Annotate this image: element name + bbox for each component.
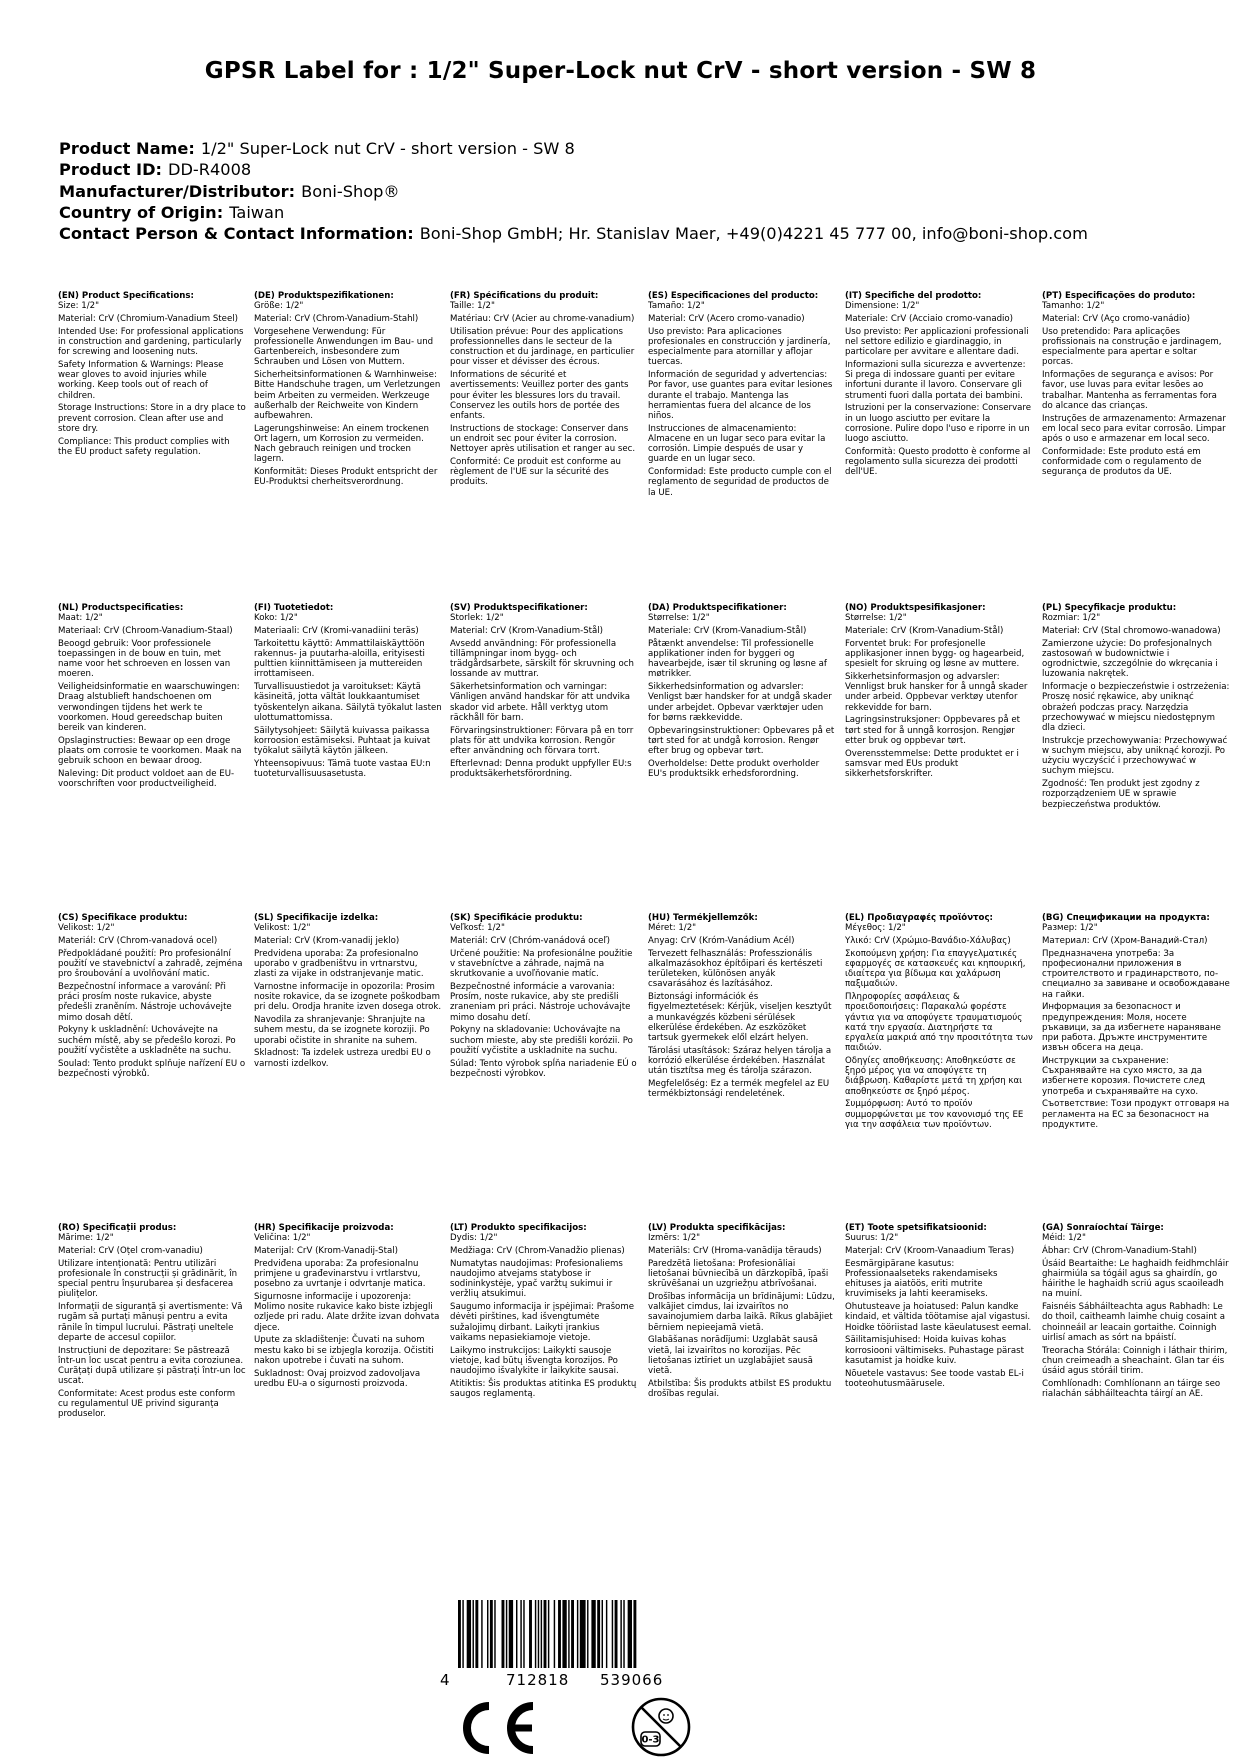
spec-paragraph: Conformité: Ce produit est conforme au règlement de l'UE sur la sécurité des produits. xyxy=(450,457,621,488)
spec-paragraph: Úsáid Beartaithe: Le haghaidh feidhmchláir ghairmiúla sa tógáil agus sa ghairdín, go háirithe le haghaidh scriú agus scaoileadh na muiní. xyxy=(1042,1258,1229,1300)
barcode-lead-digit: 4 xyxy=(440,1671,450,1689)
spec-paragraph: Sicherheitsinformationen & Warnhinweise: Bitte Handschuhe tragen, um Verletzungen beim Arbeiten zu vermeiden. Werkzeuge außerhalb der Reichweite von Kindern aufbewahren. xyxy=(254,370,441,422)
barcode-group-1: 712818 xyxy=(506,1671,570,1689)
spec-size: Storlek: 1/2" xyxy=(450,613,504,624)
barcode-bar xyxy=(562,1600,566,1668)
manufacturer-row xyxy=(59,181,1209,202)
spec-paragraph: Sikkerhetsinformasjon og advarsler: Vennligst bruk hansker for å unngå skader under arbeid. Oppbevar verktøy utenfor rekkevidde for barn. xyxy=(845,672,1028,713)
spec-paragraph: Predviđena uporaba: Za profesionalnu primjene u građevinarstvu i vrtlarstvu, posebno za uvrtanje i odvrtanje matica. xyxy=(254,1258,426,1290)
spec-paragraph: Предназначена употреба: За професионални приложения в строителството и градинарството, по-специално за завиване и освобождаване на гайки. xyxy=(1042,948,1230,1000)
barcode-bar xyxy=(554,1600,555,1668)
spec-paragraph: Compliance: This product complies with the EU product safety regulation. xyxy=(58,436,230,457)
spec-paragraph: Eesmärgipärane kasutus: Professionaalseteks rakendamiseks ehituses ja aiatöös, eriti mutrite kruvimiseks ja lahti keeramiseks. xyxy=(845,1258,998,1300)
barcode-bar xyxy=(490,1600,493,1668)
spec-heading: (GA) Sonraíochtaí Táirge: xyxy=(1042,1223,1164,1233)
spec-paragraph: Material: CrV (Krom-vanadij jeklo) xyxy=(254,936,400,946)
spec-paragraph: Nõuetele vastavus: See toode vastab EL-i tooteohutusmäärusele. xyxy=(845,1368,1024,1389)
spec-paragraph: Faisnéis Sábháilteachta agus Rabhadh: Le do thoil, caitheamh laimhe chuig cosaint a choinneáil ar leacain gortaithe. Coinnigh uirlisí amach as sórt na bpáistí. xyxy=(1042,1302,1226,1343)
contact-row xyxy=(59,223,1209,244)
spec-size: Rozmiar: 1/2" xyxy=(1042,613,1101,624)
country-value: Taiwan xyxy=(229,202,285,222)
barcode-bar xyxy=(535,1600,536,1668)
spec-paragraph: Material: CrV (Chromium-Vanadium Steel) xyxy=(58,314,238,324)
spec-paragraph: Lagringsinstruksjoner: Oppbevares på et tørt sted for å unngå korrosjon. Rengjør etter bruk og oppbevar tørt. xyxy=(845,715,1021,746)
barcode-bar xyxy=(502,1600,505,1668)
spec-paragraph: Materiaali: CrV (Kromi-vanadiini teräs) xyxy=(254,626,419,636)
spec-heading: (BG) Спецификации на продукта: xyxy=(1042,913,1210,923)
country-label: Country of Origin: xyxy=(59,202,224,222)
spec-paragraph: Bezpečnostné informácie a varovania: Prosím, noste rukavice, aby ste predišli zraneniam pri práci. Nástroje uchovávajte mimo dosahu detí. xyxy=(450,982,631,1023)
spec-paragraph: Conformità: Questo prodotto è conforme al regolamento sulla sicurezza dei prodotti dell'UE. xyxy=(845,446,1031,478)
spec-heading: (DE) Produktspezifikationen: xyxy=(254,291,394,301)
barcode-bar xyxy=(462,1600,463,1668)
spec-paragraph: Informações de segurança e avisos: Por favor, use luvas para evitar lesões ao trabalhar. Mantenha as ferramentas fora do alcance das crianças. xyxy=(1042,370,1217,411)
barcode-bar xyxy=(628,1600,632,1668)
spec-paragraph: Navodila za shranjevanje: Shranjujte na suhem mestu, da se izognete koroziji. Po uporabi očistite in shranite na suhem. xyxy=(254,1015,430,1046)
barcode-bar xyxy=(548,1600,549,1668)
spec-block xyxy=(845,603,1033,909)
spec-paragraph: Utilisation prévue: Pour des applications professionnelles dans le secteur de la construction et du jardinage, en particulier pour visser et dévisser des écrous. xyxy=(450,326,635,368)
spec-paragraph: Předpokládané použití: Pro profesionální použití ve stavebnictví a zahradě, zejména pro šroubování a uvolňování matic. xyxy=(58,948,243,980)
spec-paragraph: Medžiaga: CrV (Chrom-Vanadžio plienas) xyxy=(450,1246,625,1256)
spec-paragraph: Glabāšanas norādījumi: Uzglabāt sausā vietā, lai izvairītos no korozijas. Pēc lietošanas iztīriet un uzglabājiet sausā vietā. xyxy=(648,1335,818,1377)
spec-block xyxy=(845,291,1033,597)
spec-paragraph: Yhteensopivuus: Tämä tuote vastaa EU:n tuoteturvallisuusasetusta. xyxy=(254,758,431,780)
spec-block xyxy=(58,603,246,909)
spec-paragraph: Biztonsági információk és figyelmeztetések: Kérjük, viseljen kesztyűt a munkavégzés közbeni sérülések elkerülése érdekében. Az eszközöket tartsuk gyermekek elől elzárt helyen. xyxy=(648,992,832,1044)
spec-paragraph: Saugumo informacija ir įspėjimai: Prašome dėvėti pirštines, kad išvengtumėte sužalojimų dirbant. Laikyti įrankius vaikams nepasiekiamoje vietoje. xyxy=(450,1302,634,1343)
spec-paragraph: Instrucțiuni de depozitare: Se păstrează într-un loc uscat pentru a evita coroziunea. Curățați după utilizare și păstrați într-un loc uscat. xyxy=(58,1345,246,1387)
spec-block xyxy=(450,913,638,1219)
barcode-digits xyxy=(440,1671,710,1689)
spec-paragraph: Tervezett felhasználás: Professzionális alkalmazásokhoz építőipari és kertészeti területeken, különösen anyák csavarásához és lazításához. xyxy=(648,948,823,990)
spec-paragraph: Varnostne informacije in opozorila: Prosim nosite rokavice, da se izognete poškodbam pri delu. Orodja hranite izven dosega otrok. xyxy=(254,982,442,1013)
spec-size: Veličina: 1/2" xyxy=(254,1233,311,1244)
barcode-bar xyxy=(509,1600,513,1668)
barcode-bar xyxy=(506,1600,507,1668)
barcode-bar xyxy=(587,1600,588,1668)
spec-paragraph: Информация за безопасност и предупреждения: Моля, носете ръкавици, за да избегнете нараняване при работа. Дръжте инструментите извън обсега на деца. xyxy=(1042,1002,1221,1054)
spec-block xyxy=(845,913,1033,1219)
spec-block xyxy=(648,291,836,597)
product-id-value: DD-R4008 xyxy=(167,160,252,180)
spec-paragraph: Predvidena uporaba: Za profesionalno uporabo v gradbeništvu in vrtnarstvu, zlasti za vijake in odstranjevanje matic. xyxy=(254,948,424,980)
spec-paragraph: Materiál: CrV (Chrom-vanadová ocel) xyxy=(58,936,218,946)
spec-heading: (HR) Specifikacije proizvoda: xyxy=(254,1223,394,1233)
spec-heading: (NL) Productspecificaties: xyxy=(58,603,184,613)
spec-paragraph: Turvallisuustiedot ja varoitukset: Käytä käsineitä, jotta vältät loukkaantumiset työskentelyn aikana. Säilytä työkalut lasten ulottumattomissa. xyxy=(254,682,442,723)
spec-paragraph: Material: CrV (Acero cromo-vanadio) xyxy=(648,314,805,324)
spec-paragraph: Určené použitie: Na profesionálne použitie v stavebníctve a záhrade, najmä na skrutkovanie a uvoľňovanie matíc. xyxy=(450,948,633,980)
spec-paragraph: Pokyny na skladovanie: Uchovávajte na suchom mieste, aby ste predišli korózii. Po použití vyčistite a uskladnite na suchu. xyxy=(450,1025,633,1056)
product-name-row xyxy=(59,138,1209,159)
not-for-children-0-3-icon xyxy=(630,1696,692,1758)
spec-size: Tamanho: 1/2" xyxy=(1042,301,1105,312)
spec-block xyxy=(1042,603,1230,909)
barcode-bar xyxy=(467,1600,471,1668)
spec-size: Méid: 1/2" xyxy=(1042,1233,1086,1244)
spec-size: Izmērs: 1/2" xyxy=(648,1233,701,1244)
spec-paragraph: Instructions de stockage: Conserver dans un endroit sec pour éviter la corrosion. Nettoyer après utilisation et ranger au sec. xyxy=(450,423,636,455)
spec-heading: (ES) Especificaciones del producto: xyxy=(648,291,819,301)
spec-paragraph: Avsedd användning: För professionella tillämpningar inom bygg- och trädgårdsarbete, särskilt för skruvning och lossande av muttrar. xyxy=(450,638,634,680)
spec-heading: (SL) Specifikacije izdelka: xyxy=(254,913,379,923)
contact-label: Contact Person & Contact Information: xyxy=(59,224,414,244)
spec-paragraph: Bezpečnostní informace a varování: Při práci prosím noste rukavice, abyste předešli zraněním. Nástroje uchovávejte mimo dosah dětí. xyxy=(58,982,232,1023)
spec-paragraph: Utilizare intenționată: Pentru utilizări profesionale în construcții și grădinărit, în special pentru înșurubarea și desfacerea piulițelor. xyxy=(58,1258,238,1300)
spec-block xyxy=(254,603,442,909)
spec-heading: (IT) Specifiche del prodotto: xyxy=(845,291,982,301)
spec-paragraph: Ábhar: CrV (Chrom-Vanadium-Stahl) xyxy=(1042,1246,1197,1256)
barcode-bar xyxy=(571,1600,574,1668)
spec-paragraph: Instrucciones de almacenamiento: Almacene en un lugar seco para evitar la corrosión. Limpie después de usar y guarde en un lugar seco. xyxy=(648,423,826,465)
spec-paragraph: Treoracha Stórála: Coinnigh i láthair thirim, chun creimeadh a sheachaint. Glan tar éis úsáid agus stóráil tirim. xyxy=(1042,1345,1228,1377)
spec-block xyxy=(1042,1223,1230,1529)
product-name-value: 1/2" Super-Lock nut CrV - short version - SW 8 xyxy=(200,139,575,158)
spec-heading: (RO) Specificații produs: xyxy=(58,1223,177,1233)
spec-paragraph: Инструкции за съхранение: Съхранявайте на сухо място, за да избегнете корозия. Почистете след употреба и съхранявайте на сухо. xyxy=(1042,1056,1206,1097)
spec-block xyxy=(450,603,638,909)
spec-paragraph: Atitiktis: Šis produktas atitinka ES produktų saugos reglamentą. xyxy=(450,1378,637,1400)
spec-paragraph: Instruções de armazenamento: Armazenar em local seco para evitar corrosão. Limpar após o uso e armazenar em local seco. xyxy=(1042,413,1226,445)
spec-paragraph: Instrukcje przechowywania: Przechowywać w suchym miejscu, aby uniknąć korozji. Po użyciu wyczyścić i przechowywać w suchym miejscu. xyxy=(1042,735,1228,777)
spec-heading: (SV) Produktspecifikationer: xyxy=(450,603,588,613)
spec-paragraph: Informații de siguranță și avertismente: Vă rugăm să purtați mănuși pentru a evita rănile în timpul lucrului. Păstrați uneltele departe de accesul copiilor. xyxy=(58,1302,243,1343)
spec-block xyxy=(254,1223,442,1529)
page-title: GPSR Label for : 1/2" Super-Lock nut CrV - short version - SW 8 xyxy=(204,58,1037,84)
spec-paragraph: Съответствие: Този продукт отговаря на регламента на ЕС за безопасност на продуктите. xyxy=(1042,1099,1230,1130)
spec-paragraph: Σκοπούμενη χρήση: Για επαγγελματικές εφαρμογές σε κατασκευές και κηπουρική, ιδιαίτερα για βίδωμα και χαλάρωση παξιμαδιών. xyxy=(845,948,1026,990)
spec-paragraph: Atbilstība: Šis produkts atbilst ES produktu drošības regulai. xyxy=(648,1378,832,1400)
spec-paragraph: Paredzētā lietošana: Profesionāliai lietošanai būvniecībā un dārzkopībā, īpaši skrūvēšanai un uzgriežņu atbrīvošanai. xyxy=(648,1258,829,1290)
barcode-bar xyxy=(473,1600,474,1668)
spec-paragraph: Opbevaringsinstruktioner: Opbevares på et tørt sted for at undgå korrosion. Rengør efter brug og opbevar tørt. xyxy=(648,725,835,757)
spec-paragraph: Materiál: CrV (Chróm-vanádová oceľ) xyxy=(450,936,611,946)
spec-size: Størrelse: 1/2" xyxy=(648,613,710,624)
barcode-bar xyxy=(568,1600,569,1668)
spec-paragraph: Overholdelse: Dette produkt overholder EU's produktsikk erhedsforordning. xyxy=(648,758,820,780)
spec-paragraph: Conformidade: Este produto está em conformidade com o regulamento de segurança de produtos da UE. xyxy=(1042,446,1202,478)
spec-block xyxy=(648,603,836,909)
spec-paragraph: Informacje o bezpieczeństwie i ostrzeżenia: Proszę nosić rękawice, aby uniknąć obrażeń podczas pracy. Narzędzia przechowywać w miejscu niedostępnym dla dzieci. xyxy=(1042,682,1230,734)
spec-paragraph: Material: CrV (Oțel crom-vanadiu) xyxy=(58,1246,203,1256)
spec-paragraph: Sikkerhedsinformation og advarsler: Venligst bær handsker for at undgå skader under arbejdet. Opbevar værktøjer uden for børns rækkevidde. xyxy=(648,682,832,723)
spec-size: Tamaño: 1/2" xyxy=(648,301,705,312)
barcode-bar xyxy=(544,1600,547,1668)
barcode-bar xyxy=(577,1600,578,1668)
spec-block xyxy=(450,291,638,597)
spec-size: Dimensione: 1/2" xyxy=(845,301,920,312)
spec-size: Méret: 1/2" xyxy=(648,923,697,934)
barcode-bar xyxy=(529,1600,532,1668)
spec-heading: (LV) Produkta specifikācijas: xyxy=(648,1223,786,1233)
spec-paragraph: Istruzioni per la conservazione: Conservare in un luogo asciutto per evitare la corrosione. Pulire dopo l'uso e riporre in un luogo asciutto. xyxy=(845,403,1032,445)
spec-paragraph: Lagerungshinweise: An einem trockenen Ort lagern, um Korrosion zu vermeiden. Nach gebrauch reinigen und trocken lagern. xyxy=(254,423,429,465)
spec-paragraph: Uso previsto: Para aplicaciones profesionales en construcción y jardinería, especialmente para atornillar y aflojar tuercas. xyxy=(648,326,831,368)
spec-heading: (DA) Produktspecifikationer: xyxy=(648,603,787,613)
spec-size: Mărime: 1/2" xyxy=(58,1233,114,1244)
country-row xyxy=(59,202,1209,223)
spec-paragraph: Comhlíonadh: Comhlíonann an táirge seo rialachán sábháilteachta táirgí an AE. xyxy=(1042,1378,1221,1400)
language-spec-grid xyxy=(58,291,1233,1541)
spec-paragraph: Konformität: Dieses Produkt entspricht der EU-Produktsi cherheitsverordnung. xyxy=(254,467,438,488)
spec-paragraph: Drošības informācija un brīdinājumi: Lūdzu, valkājiet cimdus, lai izvairītos no savainojumiem darba laikā. Rīkus glabājiet bērniem nepieejamā vietā. xyxy=(648,1292,835,1333)
product-id-row xyxy=(59,159,1209,180)
spec-heading: (EL) Προδιαγραφές προϊόντος: xyxy=(845,913,993,923)
spec-size: Velikost: 1/2" xyxy=(58,923,115,934)
barcode-bar xyxy=(481,1600,482,1668)
spec-size: Størrelse: 1/2" xyxy=(845,613,907,624)
spec-heading: (PT) Especificações do produto: xyxy=(1042,291,1196,301)
manufacturer-label: Manufacturer/Distributor: xyxy=(59,181,296,201)
barcode-bar xyxy=(516,1600,517,1668)
spec-paragraph: Materiale: CrV (Acciaio cromo-vanadio) xyxy=(845,314,1014,324)
spec-paragraph: Uso previsto: Per applicazioni professionali nel settore edilizio e giardinaggio, in particolare per avvitare e allentare dadi. xyxy=(845,326,1029,358)
spec-block xyxy=(845,1223,1033,1529)
spec-block xyxy=(648,1223,836,1529)
product-info xyxy=(59,138,1209,244)
spec-heading: (LT) Produkto specifikacijos: xyxy=(450,1223,587,1233)
spec-paragraph: Información de seguridad y advertencias: Por favor, use guantes para evitar lesiones durante el trabajo. Mantenga las herramientas fuera del alcance de los niños. xyxy=(648,370,833,422)
spec-block xyxy=(254,913,442,1219)
spec-paragraph: Materiaal: CrV (Chroom-Vanadium-Staal) xyxy=(58,626,233,636)
spec-heading: (PL) Specyfikacje produktu: xyxy=(1042,603,1177,613)
spec-paragraph: Material: CrV (Chrom-Vanadium-Stahl) xyxy=(254,314,419,324)
spec-size: Dydis: 1/2" xyxy=(450,1233,498,1244)
spec-paragraph: Материал: CrV (Хром-Ванадий-Стал) xyxy=(1042,936,1208,946)
spec-paragraph: Overensstemmelse: Dette produktet er i samsvar med EUs produkt sikkerhetsforskrifter. xyxy=(845,748,1019,780)
spec-paragraph: Material: CrV (Aço cromo-vanádio) xyxy=(1042,314,1190,324)
product-id-label: Product ID: xyxy=(59,160,162,180)
spec-size: Koko: 1/2" xyxy=(254,613,298,624)
barcode-bar xyxy=(523,1600,524,1668)
spec-size: Size: 1/2" xyxy=(58,301,100,312)
barcode-bar xyxy=(612,1600,613,1668)
spec-size: Μέγεθος: 1/2" xyxy=(845,923,906,934)
spec-block xyxy=(1042,913,1230,1219)
product-name-label: Product Name: xyxy=(59,139,195,158)
spec-block xyxy=(58,1223,246,1529)
spec-heading: (NO) Produktspesifikasjoner: xyxy=(845,603,986,613)
spec-paragraph: Efterlevnad: Denna produkt uppfyller EU:s produktsäkerhetsförordning. xyxy=(450,758,632,780)
barcode-group-2: 539066 xyxy=(600,1671,664,1689)
spec-paragraph: Pokyny k uskladnění: Uchovávejte na suchém místě, aby se předešlo korozi. Po použití vyčistěte a uskladněte na suchu. xyxy=(58,1025,236,1056)
barcode-bar xyxy=(520,1600,521,1668)
spec-paragraph: Naleving: Dit product voldoet aan de EU-voorschriften voor productveiligheid. xyxy=(58,769,235,790)
barcode-bar xyxy=(494,1600,495,1668)
barcode-bar xyxy=(475,1600,478,1668)
spec-paragraph: Veiligheidsinformatie en waarschuwingen: Draag alstublieft handschoenen om verwondingen tijdens het werk te voorkomen. Houd gereedschap buiten bereik van kinderen. xyxy=(58,682,240,734)
spec-paragraph: Megfelelőség: Ez a termék megfelel az EU termékbiztonsági rendeletének. xyxy=(648,1079,830,1100)
spec-paragraph: Materjal: CrV (Kroom-Vanaadium Teras) xyxy=(845,1246,1015,1256)
spec-paragraph: Vorgesehene Verwendung: Für professionelle Anwendungen im Bau- und Gartenbereich, insbesondere zum Schrauben und Lösen von Muttern. xyxy=(254,326,434,368)
barcode-bar xyxy=(487,1600,488,1668)
spec-paragraph: Zgodność: Ten produkt jest zgodny z rozporządzeniem UE w sprawie bezpieczeństwa produktów. xyxy=(1042,779,1200,810)
manufacturer-value: Boni-Shop® xyxy=(301,181,400,201)
spec-size: Velikost: 1/2" xyxy=(254,923,311,934)
spec-block xyxy=(648,913,836,1219)
spec-paragraph: Materijal: CrV (Krom-Vanadij-Stal) xyxy=(254,1246,398,1256)
spec-paragraph: Intended Use: For professional applications in construction and gardening, particularly for screwing and loosening nuts. xyxy=(58,326,244,358)
spec-paragraph: Storage Instructions: Store in a dry place to prevent corrosion. Clean after use and store dry. xyxy=(58,403,246,434)
spec-paragraph: Matériau: CrV (Acier au chrome-vanadium) xyxy=(450,314,635,324)
spec-paragraph: Laikymo instrukcijos: Laikykti sausoje vietoje, kad būtų išvengta korozijos. Po naudojimo išvalykite ir laikykite sausai. xyxy=(450,1345,619,1377)
spec-paragraph: Materiale: CrV (Krom-Vanadium-Stål) xyxy=(648,626,807,636)
spec-paragraph: Materiāls: CrV (Hroma-vanādija tērauds) xyxy=(648,1246,822,1256)
spec-paragraph: Säilitamisjuhised: Hoida kuivas kohas korrosiooni vältimiseks. Puhastage pärast kasutamist ja hoidke kuiv. xyxy=(845,1335,1024,1366)
barcode-bar xyxy=(541,1600,542,1668)
spec-paragraph: Υλικό: CrV (Χρώμιο-Βανάδιο-Χάλυβας) xyxy=(845,936,1011,946)
spec-paragraph: Påtænkt anvendelse: Til professionelle applikationer inden for byggeri og havearbejde, især til skruning og løsne af møtrikker. xyxy=(648,638,827,680)
barcode-bar xyxy=(597,1600,600,1668)
spec-heading: (EN) Product Specifications: xyxy=(58,291,194,301)
spec-size: Taille: 1/2" xyxy=(450,301,495,312)
spec-paragraph: Opslaginstructies: Bewaar op een droge plaats om corrosie te voorkomen. Maak na gebruik schoon en bewaar droog. xyxy=(58,735,242,767)
toy-age-label: 0-3 xyxy=(641,1734,660,1746)
barcode-bar xyxy=(615,1600,618,1668)
spec-paragraph: Materiale: CrV (Krom-Vanadium-Stål) xyxy=(845,626,1004,636)
spec-paragraph: Οδηγίες αποθήκευσης: Αποθηκεύστε σε ξηρό μέρος για να αποφύγετε τη διάβρωση. Καθαρίστε μετά τη χρήση και αποθηκεύστε σε ξηρό μέρος. xyxy=(845,1056,1023,1097)
spec-heading: (FR) Spécifications du produit: xyxy=(450,291,599,301)
spec-paragraph: Forventet bruk: For profesjonelle applikasjoner innen bygg- og hagearbeid, spesielt for skruing og løsne av muttere. xyxy=(845,638,1025,670)
spec-block xyxy=(1042,291,1230,597)
spec-paragraph: Uso pretendido: Para aplicações profissionais na construção e jardinagem, especialmente para apertar e soltar porcas. xyxy=(1042,326,1222,368)
barcode-bar xyxy=(558,1600,561,1668)
spec-paragraph: Skladnost: Ta izdelek ustreza uredbi EU o varnosti izdelkov. xyxy=(254,1048,431,1069)
spec-paragraph: Sukladnost: Ovaj proizvod zadovoljava uredbu EU-a o sigurnosti proizvoda. xyxy=(254,1368,421,1389)
spec-paragraph: Beoogd gebruik: Voor professionele toepassingen in de bouw en tuin, met name voor het schroeven en lossen van moeren. xyxy=(58,638,231,680)
spec-paragraph: Sigurnosne informacije i upozorenja: Molimo nosite rukavice kako biste izbjegli ozljede pri radu. Alate držite izvan dohvata djece. xyxy=(254,1292,440,1333)
spec-block xyxy=(58,291,246,597)
spec-paragraph: Anyag: CrV (Króm-Vanádium Acél) xyxy=(648,936,795,946)
spec-paragraph: Soulad: Tento produkt splňuje nařízení EU o bezpečnosti výrobků. xyxy=(58,1058,246,1079)
spec-block xyxy=(58,913,246,1219)
barcode-bar xyxy=(620,1600,621,1668)
spec-paragraph: Material: CrV (Krom-Vanadium-Stål) xyxy=(450,626,604,636)
spec-paragraph: Numatytas naudojimas: Profesionaliems naudojimo atvejams statybose ir sodininkystėje, ypač varžtų sukimui ir veržlių atsukimui. xyxy=(450,1258,623,1300)
barcode-bar xyxy=(458,1600,461,1668)
spec-block xyxy=(254,291,442,597)
spec-paragraph: Säkerhetsinformation och varningar: Vänligen använd handskar för att undvika skador vid arbete. Håll verktyg utom räckhåll för barn. xyxy=(450,682,630,723)
barcode-bar xyxy=(580,1600,586,1668)
barcode-bar xyxy=(606,1600,607,1668)
spec-heading: (SK) Špecifikácie produktu: xyxy=(450,913,583,923)
ean-barcode xyxy=(440,1600,700,1668)
barcode-bar xyxy=(623,1600,624,1668)
spec-paragraph: Súlad: Tento výrobok spĺňa nariadenie EÚ o bezpečnosti výrobkov. xyxy=(450,1058,637,1079)
spec-heading: (ET) Toote spetsifikatsioonid: xyxy=(845,1223,987,1233)
spec-paragraph: Πληροφορίες ασφάλειας & προειδοποιήσεις: Παρακαλώ φορέστε γάντια για να αποφύγετε τραυματισμούς κατά την εργασία. Διατηρήστε τα εργαλεία μακριά από την προσιτότητα των παιδιών. xyxy=(845,992,1033,1054)
spec-paragraph: Conformitate: Acest produs este conform cu regulamentul UE privind siguranța produselor. xyxy=(58,1389,236,1420)
spec-paragraph: Tárolási utasítások: Száraz helyen tárolja a korrózió elkerülése érdekében. Használat után tisztítsa meg és tárolja szárazon. xyxy=(648,1045,832,1077)
spec-paragraph: Materiał: CrV (Stal chromowo-wanadowa) xyxy=(1042,626,1221,636)
spec-paragraph: Upute za skladištenje: Čuvati na suhom mestu kako bi se izbjegla korozija. Očistiti nakon upotrebe i čuvati na suhom. xyxy=(254,1335,434,1366)
spec-paragraph: Säilytysohjeet: Säilytä kuivassa paikassa korroosion estämiseksi. Puhtaat ja kuivat työkalut säilytä käytön jälkeen. xyxy=(254,725,431,757)
barcode-bar xyxy=(633,1600,636,1668)
spec-heading: (HU) Termékjellemzők: xyxy=(648,913,758,923)
ce-mark-icon xyxy=(453,1702,537,1754)
barcode-bar xyxy=(602,1600,603,1668)
spec-heading: (CS) Specifikace produktu: xyxy=(58,913,188,923)
spec-paragraph: Safety Information & Warnings: Please wear gloves to avoid injuries while working. Keep tools out of reach of children. xyxy=(58,360,224,401)
spec-paragraph: Förvaringsinstruktioner: Förvara på en torr plats för att undvika korrosion. Rengör efter användning och förvara torrt. xyxy=(450,725,634,757)
spec-paragraph: Συμμόρφωση: Αυτό το προϊόν συμμορφώνεται με τον κανονισμό της ΕΕ για την ασφάλεια των προϊόντων. xyxy=(845,1099,1024,1130)
spec-paragraph: Informazioni sulla sicurezza e avvertenze: Si prega di indossare guanti per evitare infortuni durante il lavoro. Conservare gli strumenti fuori dalla portata dei bambini. xyxy=(845,360,1026,401)
spec-block xyxy=(450,1223,638,1529)
barcode-bar xyxy=(538,1600,539,1668)
spec-size: Größe: 1/2" xyxy=(254,301,304,312)
spec-paragraph: Tarkoitettu käyttö: Ammattilaiskäyttöön rakennus- ja puutarha-aloilla, erityisesti pulttien kiinnittämiseen ja muttereiden irrottamiseen. xyxy=(254,638,425,680)
spec-heading: (FI) Tuotetiedot: xyxy=(254,603,334,613)
spec-paragraph: Ohutusteave ja hoiatused: Palun kandke kindaid, et vältida töötamise ajal vigastusi. Hoidke tööriistad laste käeulatusest eemal. xyxy=(845,1302,1032,1333)
spec-size: Размер: 1/2" xyxy=(1042,923,1098,934)
spec-size: Suurus: 1/2" xyxy=(845,1233,899,1244)
contact-value: Boni-Shop GmbH; Hr. Stanislav Maer, +49(0)4221 45 777 00, info@boni-shop.com xyxy=(419,224,1088,244)
spec-paragraph: Conformidad: Este producto cumple con el reglamento de seguridad de productos de la UE. xyxy=(648,467,832,498)
barcode-bar xyxy=(591,1600,595,1668)
spec-size: Maat: 1/2" xyxy=(58,613,103,624)
spec-paragraph: Zamierzone użycie: Do profesjonalnych zastosowań w budownictwie i ogrodnictwie, szczególnie do wkręcania i luzowania nakrętek. xyxy=(1042,638,1218,680)
spec-paragraph: Informations de sécurité et avertissements: Veuillez porter des gants pour éviter les blessures lors du travail. Conservez les outils hors de portée des enfants. xyxy=(450,370,629,422)
spec-size: Veľkosť: 1/2" xyxy=(450,923,505,934)
